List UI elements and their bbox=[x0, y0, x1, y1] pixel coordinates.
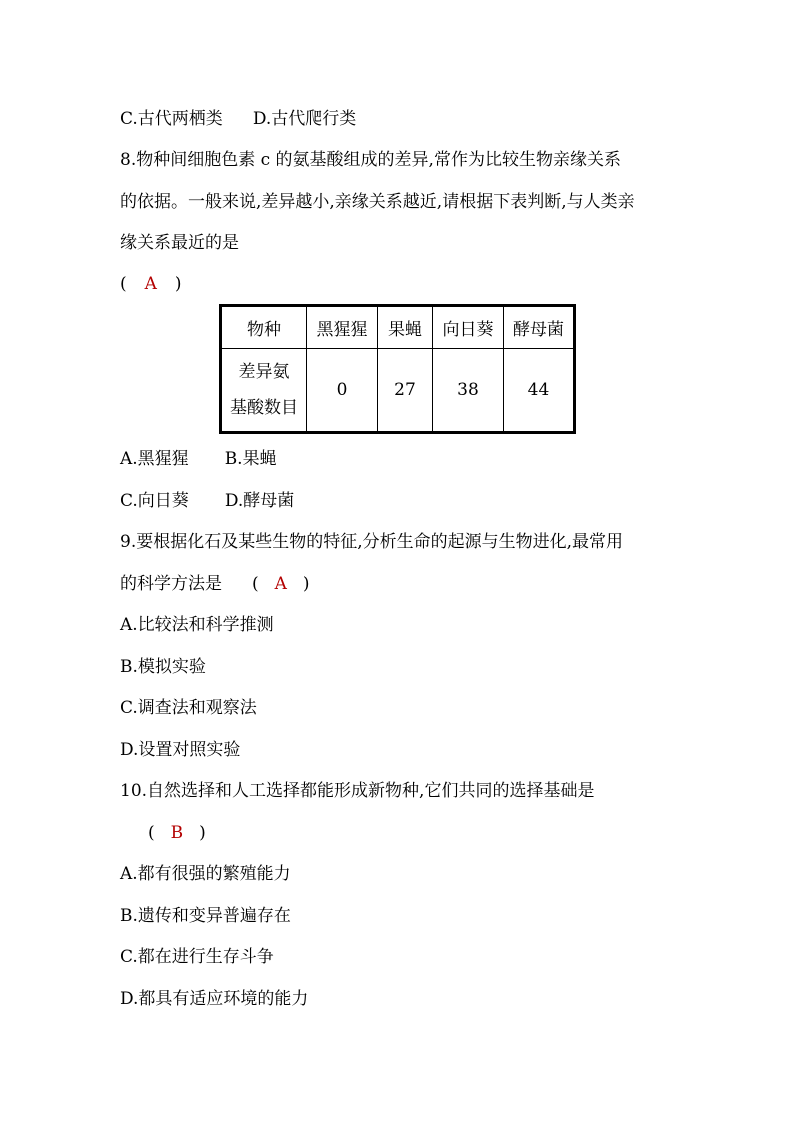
q10-option-c: C.都在进行生存斗争 bbox=[120, 947, 274, 967]
q8-answer: A bbox=[144, 274, 157, 294]
q10-stem-line-1: 10.自然选择和人工选择都能形成新物种,它们共同的选择基础是 bbox=[120, 781, 595, 801]
table-cell-species-4: 酵母菌 bbox=[504, 306, 575, 349]
q8-options-row-2 bbox=[120, 490, 294, 512]
q8-option-b: B.果蝇 bbox=[224, 449, 277, 469]
q8-option-a: A.黑猩猩 bbox=[120, 449, 189, 469]
q8-paren-open: ( bbox=[120, 274, 127, 294]
q7-option-c: C.古代两栖类 bbox=[120, 109, 223, 129]
q7-options-row bbox=[120, 108, 356, 130]
table-header-difference bbox=[221, 349, 307, 433]
species-difference-table bbox=[219, 304, 576, 434]
table-header-species: 物种 bbox=[221, 306, 307, 349]
q9-stem-line-1: 9.要根据化石及某些生物的特征,分析生命的起源与生物进化,最常用 bbox=[120, 532, 624, 552]
q9-option-b: B.模拟实验 bbox=[120, 657, 206, 677]
q8-stem-line-1: 8.物种间细胞色素 c 的氨基酸组成的差异,常作为比较生物亲缘关系 bbox=[120, 150, 621, 170]
q7-option-d: D.古代爬行类 bbox=[252, 109, 357, 129]
q8-paren-close: ) bbox=[174, 274, 182, 294]
q10-option-b: B.遗传和变异普遍存在 bbox=[120, 906, 291, 926]
q9-option-d: D.设置对照实验 bbox=[120, 740, 241, 760]
q8-answer-bracket bbox=[120, 273, 182, 295]
q9-option-a: A.比较法和科学推测 bbox=[120, 615, 274, 635]
q10-paren-open: ( bbox=[148, 823, 155, 843]
q10-paren-close: ) bbox=[199, 823, 206, 843]
q9-stem-line-2-text: 的科学方法是 bbox=[120, 574, 222, 594]
table-cell-value-3: 38 bbox=[433, 349, 504, 433]
q9-paren-close: ) bbox=[302, 574, 310, 594]
q9-answer: A bbox=[274, 574, 287, 594]
q10-answer: B bbox=[170, 823, 184, 843]
table-cell-value-1: 0 bbox=[307, 349, 378, 433]
table-cell-value-2: 27 bbox=[378, 349, 433, 433]
table-row-values bbox=[221, 349, 575, 433]
table-header-difference-line-2: 基酸数目 bbox=[230, 398, 298, 418]
q9-paren-open: ( bbox=[252, 574, 259, 594]
q8-option-c: C.向日葵 bbox=[120, 491, 189, 511]
q8-options-row-1 bbox=[120, 448, 277, 470]
table-header-difference-line-1: 差异氨 bbox=[238, 362, 290, 382]
q10-answer-bracket bbox=[148, 822, 206, 844]
table-cell-species-1: 黑猩猩 bbox=[307, 306, 378, 349]
q9-option-c: C.调查法和观察法 bbox=[120, 698, 257, 718]
q8-stem-line-2: 的依据。一般来说,差异越小,亲缘关系越近,请根据下表判断,与人类亲 bbox=[120, 192, 635, 212]
q8-option-d: D.酵母菌 bbox=[224, 491, 295, 511]
table-cell-species-3: 向日葵 bbox=[433, 306, 504, 349]
table-cell-species-2: 果蝇 bbox=[378, 306, 433, 349]
q9-stem-line-2 bbox=[120, 573, 310, 595]
table-row-species bbox=[221, 306, 575, 349]
q8-stem-line-3: 缘关系最近的是 bbox=[120, 233, 239, 253]
table-cell-value-4: 44 bbox=[504, 349, 575, 433]
q10-option-d: D.都具有适应环境的能力 bbox=[120, 989, 309, 1009]
q10-option-a: A.都有很强的繁殖能力 bbox=[120, 864, 291, 884]
